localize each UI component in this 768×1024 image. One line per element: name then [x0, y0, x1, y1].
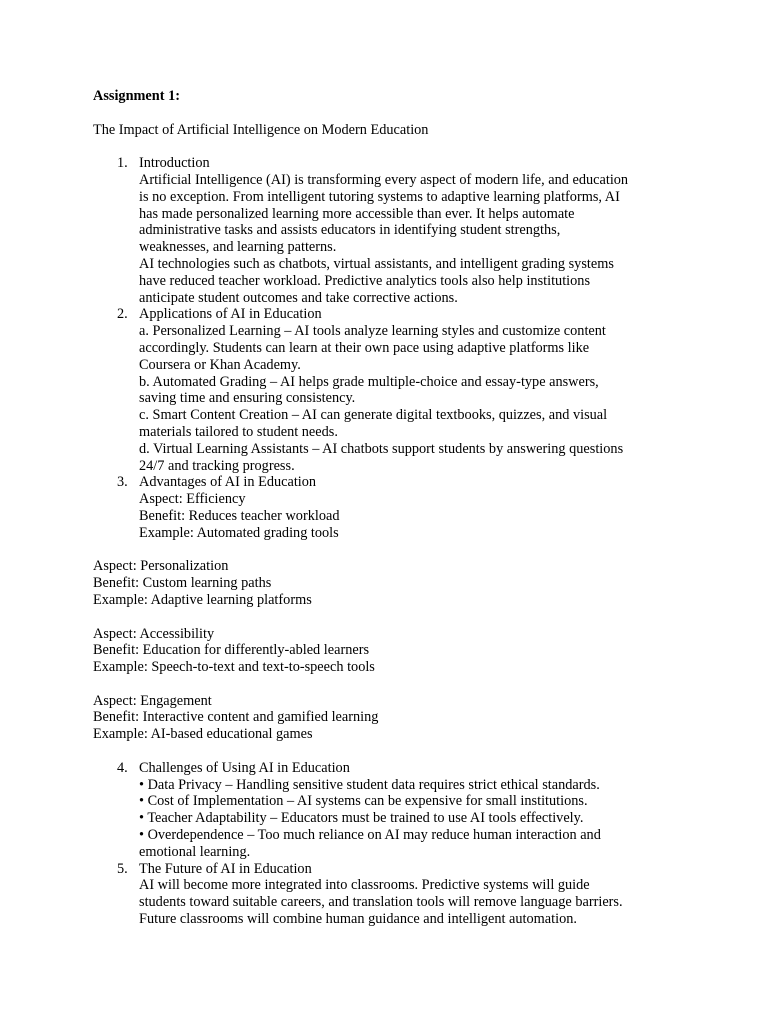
document-subtitle: The Impact of Artificial Intelligence on Modern Education [93, 121, 429, 138]
section-text-line: b. Automated Grading – AI helps grade multiple-choice and essay-type answers, [139, 373, 599, 390]
section-text-line: Aspect: Efficiency [139, 491, 246, 508]
section-text-line: anticipate student outcomes and take corrective actions. [139, 289, 458, 306]
section-text-line: students toward suitable careers, and translation tools will remove language barriers. [139, 894, 623, 911]
list-item-number: 1. [117, 155, 128, 172]
aspect-line: Example: Adaptive learning platforms [93, 591, 312, 608]
spacer [93, 676, 678, 693]
spacer [93, 743, 678, 760]
section-text-line: Coursera or Khan Academy. [139, 356, 301, 373]
aspect-block [93, 626, 678, 676]
section-text-line: has made personalized learning more accessible than ever. It helps automate [139, 205, 575, 222]
section-text-line: materials tailored to student needs. [139, 423, 338, 440]
numbered-list-part-1 [93, 155, 678, 541]
numbered-list-part-2 [93, 760, 678, 928]
aspect-line: Benefit: Education for differently-abled learners [93, 642, 370, 659]
section-text-line: Future classrooms will combine human guidance and intelligent automation. [139, 911, 577, 928]
list-item-number: 4. [117, 759, 128, 776]
section-text-line: emotional learning. [139, 843, 251, 860]
aspect-line: Aspect: Accessibility [93, 625, 215, 642]
section-text-line: have reduced teacher workload. Predictive analytics tools also help institutions [139, 272, 591, 289]
aspect-blocks [93, 558, 678, 760]
section-text-line: 24/7 and tracking progress. [139, 457, 295, 474]
spacer [93, 542, 678, 559]
section-text-line: d. Virtual Learning Assistants – AI chatbots support students by answering questions [139, 440, 624, 457]
list-item [93, 861, 678, 928]
section-heading: The Future of AI in Education [139, 860, 312, 877]
section-text-line: weaknesses, and learning patterns. [139, 239, 337, 256]
aspect-block [93, 558, 678, 608]
aspect-line: Aspect: Engagement [93, 692, 212, 709]
list-item [93, 474, 678, 541]
list-item-number: 5. [117, 860, 128, 877]
section-text-line: administrative tasks and assists educators in identifying student strengths, [139, 222, 561, 239]
section-text-line: c. Smart Content Creation – AI can generate digital textbooks, quizzes, and visual [139, 407, 608, 424]
section-text-line: a. Personalized Learning – AI tools analyze learning styles and customize content [139, 323, 606, 340]
aspect-line: Benefit: Interactive content and gamified learning [93, 709, 379, 726]
list-item-number: 2. [117, 306, 128, 323]
spacer [93, 105, 678, 122]
section-heading: Introduction [139, 155, 210, 172]
section-text-line: Benefit: Reduces teacher workload [139, 507, 340, 524]
section-text-line: • Overdependence – Too much reliance on AI may reduce human interaction and [139, 827, 601, 844]
section-text-line: AI will become more integrated into classrooms. Predictive systems will guide [139, 877, 590, 894]
section-text-line: AI technologies such as chatbots, virtual assistants, and intelligent grading systems [139, 255, 614, 272]
list-item-number: 3. [117, 474, 128, 491]
spacer [93, 609, 678, 626]
spacer [93, 138, 678, 155]
aspect-line: Aspect: Personalization [93, 558, 229, 575]
section-text-line: is no exception. From intelligent tutoring systems to adaptive learning platforms, AI [139, 188, 620, 205]
section-text-line: saving time and ensuring consistency. [139, 390, 356, 407]
section-text-line: Artificial Intelligence (AI) is transforming every aspect of modern life, and education [139, 171, 629, 188]
document-title: Assignment 1: [93, 88, 180, 104]
section-heading: Advantages of AI in Education [139, 474, 317, 491]
section-text-line: accordingly. Students can learn at their own pace using adaptive platforms like [139, 339, 590, 356]
section-text-line: • Teacher Adaptability – Educators must be trained to use AI tools effectively. [139, 810, 584, 827]
section-heading: Challenges of Using AI in Education [139, 759, 350, 776]
aspect-block [93, 693, 678, 743]
section-text-line: Example: Automated grading tools [139, 524, 339, 541]
aspect-line: Example: AI-based educational games [93, 726, 313, 743]
section-heading: Applications of AI in Education [139, 306, 322, 323]
document-page [93, 88, 678, 928]
list-item [93, 306, 678, 474]
section-text-line: • Data Privacy – Handling sensitive student data requires strict ethical standards. [139, 776, 600, 793]
aspect-line: Example: Speech-to-text and text-to-speech tools [93, 659, 375, 676]
list-item [93, 760, 678, 861]
section-text-line: • Cost of Implementation – AI systems can be expensive for small institutions. [139, 793, 588, 810]
aspect-line: Benefit: Custom learning paths [93, 575, 272, 592]
list-item [93, 155, 678, 306]
